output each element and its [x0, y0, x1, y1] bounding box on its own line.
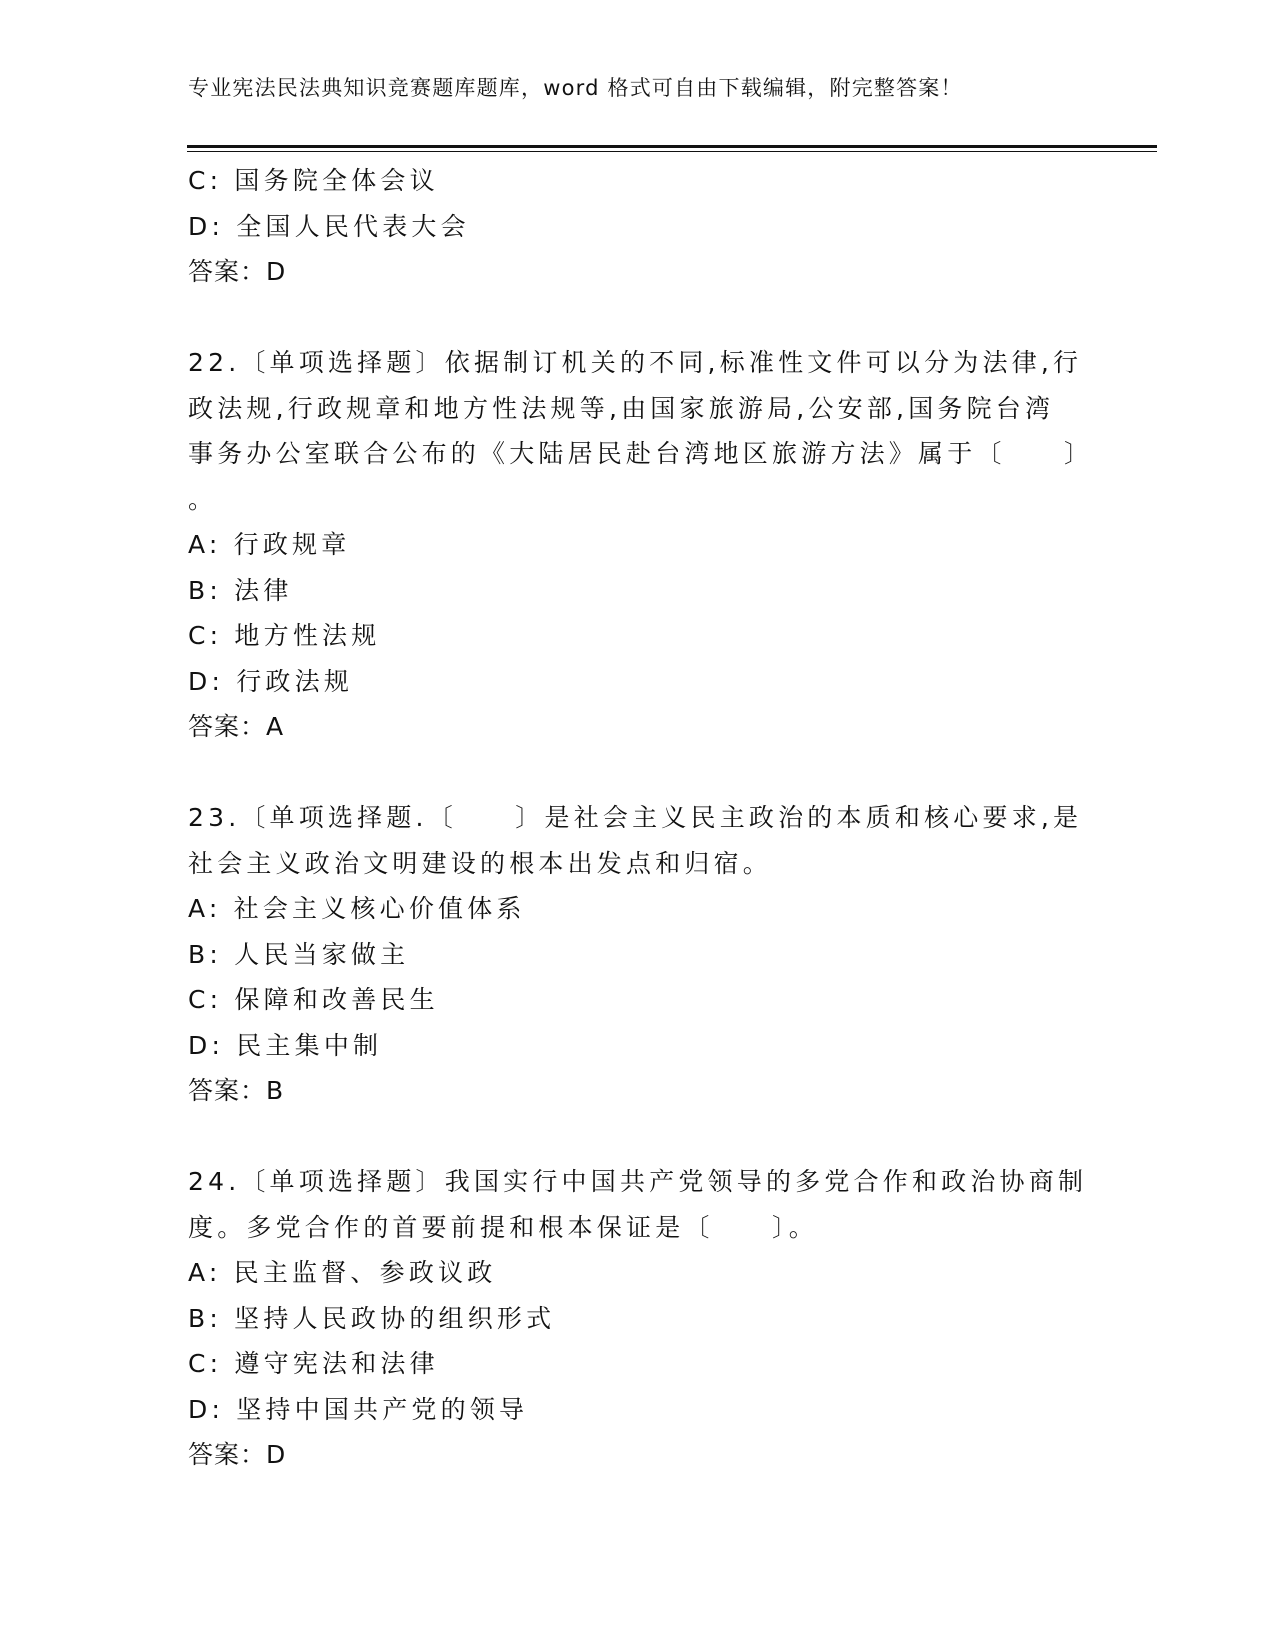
option-c: C: 地方性法规	[188, 621, 381, 650]
option-a: A: 民主监督、参政议政	[188, 1258, 497, 1287]
question-stem-line: 22.〔单项选择题〕依据制订机关的不同,标准性文件可以分为法律,行	[188, 348, 1083, 377]
question-stem-line: 23.〔单项选择题.〔 〕是社会主义民主政治的本质和核心要求,是	[188, 803, 1083, 832]
question-stem-line: 事务办公室联合公布的《大陆居民赴台湾地区旅游方法》属于〔 〕	[188, 439, 1094, 468]
option-b: B: 人民当家做主	[188, 939, 410, 969]
header-rule-thin	[187, 151, 1157, 152]
answer-line: 答案：B	[188, 1076, 285, 1105]
option-d: D: 坚持中国共产党的领导	[188, 1394, 529, 1424]
answer-line: 答案：D	[188, 1440, 287, 1469]
question-24	[188, 1159, 1088, 1478]
question-content	[188, 158, 1094, 1478]
option-d: D: 民主集中制	[188, 1030, 383, 1060]
option-c: C: 遵守宪法和法律	[188, 1349, 439, 1378]
option-b: B: 坚持人民政协的组织形式	[188, 1303, 556, 1333]
question-23	[188, 795, 1088, 1114]
question-stem-line: 。	[188, 484, 218, 514]
option-c: C: 保障和改善民生	[188, 985, 439, 1014]
header-rule-thick	[187, 145, 1157, 148]
option-a: A: 行政规章	[188, 530, 351, 559]
option-a: A: 社会主义核心价值体系	[188, 894, 526, 923]
page-header: 专业宪法民法典知识竞赛题库题库，word 格式可自由下载编辑，附完整答案！	[188, 76, 963, 100]
option-d: D: 行政法规	[188, 666, 354, 696]
question-stem-line: 社会主义政治文明建设的根本出发点和归宿。	[188, 848, 773, 878]
question-stem-line: 政法规,行政规章和地方性法规等,由国家旅游局,公安部,国务院台湾	[188, 393, 1055, 423]
question-stem-line: 度。多党合作的首要前提和根本保证是〔 〕。	[188, 1212, 818, 1242]
answer-line: 答案：D	[188, 257, 287, 286]
option-c: C: 国务院全体会议	[188, 166, 439, 195]
question-stem-line: 24.〔单项选择题〕我国实行中国共产党领导的多党合作和政治协商制	[188, 1167, 1088, 1196]
answer-line: 答案：A	[188, 712, 285, 741]
option-b: B: 法律	[188, 575, 293, 605]
option-d: D: 全国人民代表大会	[188, 211, 470, 241]
question-22	[188, 340, 1094, 750]
